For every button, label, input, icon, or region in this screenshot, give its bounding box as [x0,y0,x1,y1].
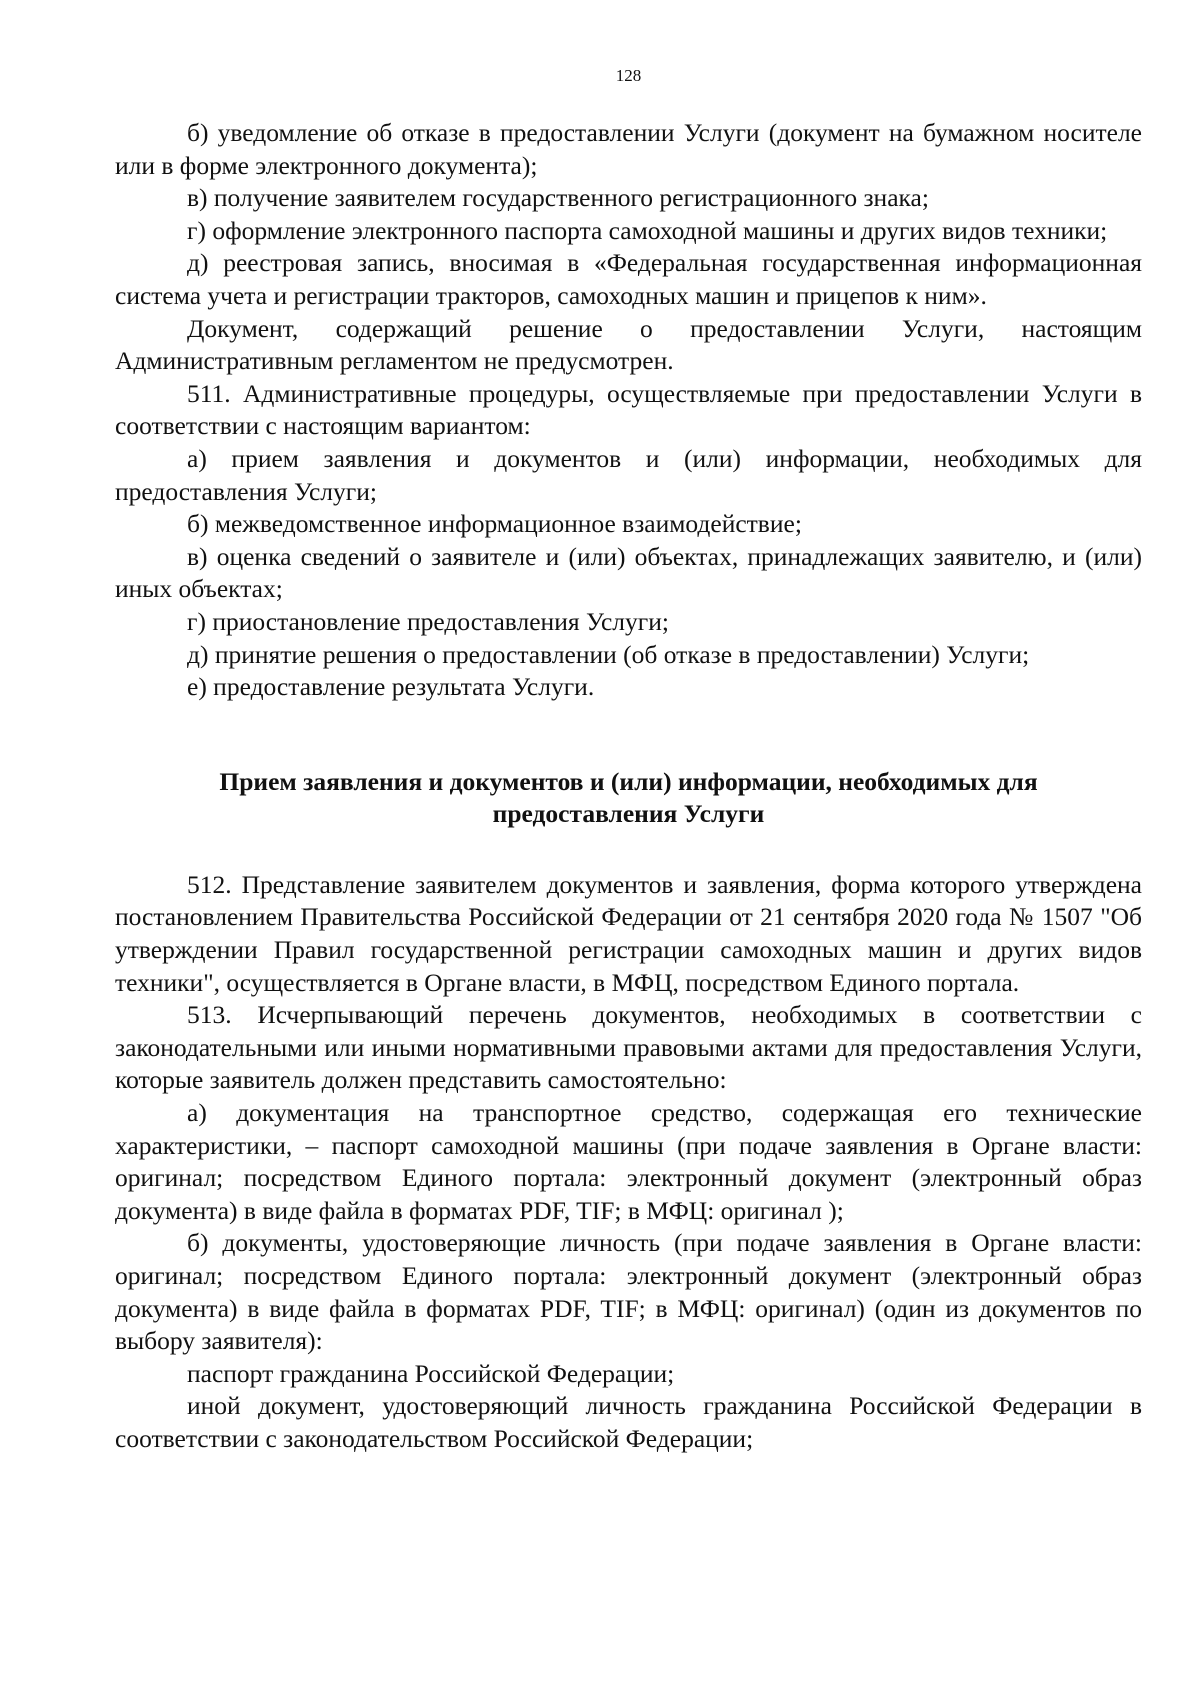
paragraph-item-a-reception: а) прием заявления и документов и (или) информации, необходимых для предоставления Услуги; [115,443,1142,506]
page-number: 128 [615,66,642,85]
section-heading-line-1: Прием заявления и документов и (или) информации, необходимых для [219,766,1038,796]
paragraph-511: 511. Административные процедуры, осуществляемые при предоставлении Услуги в соответствии с настоящим вариантом: [115,378,1142,441]
paragraph-item-b-interagency: б) межведомственное информационное взаимодействие; [187,509,802,539]
paragraph-512: 512. Представление заявителем документов и заявления, форма которого утверждена постановлением Правительства Российской Федерации от 21 сентября 2020 года № 1507 "Об утверждении Правил государственной регистрации самоходных машин и других видов техники", осуществляется в Органе власти, в МФЦ, посредством Единого портала. [115,869,1142,997]
paragraph-513: 513. Исчерпывающий перечень документов, необходимых в соответствии с законодательными или иными нормативными правовыми актами для предоставления Услуги, которые заявитель должен представить самостоятельно: [115,1000,1142,1095]
paragraph-item-d-registry: д) реестровая запись, вносимая в «Федеральная государственная информационная система учета и регистрации тракторов, самоходных машин и прицепов к ним». [115,248,1142,310]
paragraph-other-identity-document: иной документ, удостоверяющий личность гражданина Российской Федерации в соответствии с законодательством Российской Федерации; [115,1391,1142,1453]
paragraph-item-v-assessment: в) оценка сведений о заявителе и (или) объектах, принадлежащих заявителю, и (или) иных объектах; [115,541,1142,604]
section-heading [115,766,1142,831]
paragraph-item-v-plate: в) получение заявителем государственного регистрационного знака; [187,183,929,213]
paragraph-item-g-suspension: г) приостановление предоставления Услуги; [187,606,669,636]
paragraph-item-g-passport: г) оформление электронного паспорта самоходной машины и других видов техники; [187,215,1108,245]
paragraph-item-a-documentation: а) документация на транспортное средство, содержащая его технические характеристики, – паспорт самоходной машины (при подаче заявления в Органе власти: оригинал; посредством Единого портала: электронный документ (электронный образ документа) в виде файла в форматах PDF, TIF; в МФЦ: оригинал ); [115,1098,1142,1225]
paragraph-item-b-notice: б) уведомление об отказе в предоставлении Услуги (документ на бумажном носителе или в форме электронного документа); [115,118,1142,180]
paragraph-passport: паспорт гражданина Российской Федерации; [187,1358,675,1388]
paragraph-item-e-result: е) предоставление результата Услуги. [187,672,595,702]
paragraph-item-b-identity: б) документы, удостоверяющие личность (при подаче заявления в Органе власти: оригинал; посредством Единого портала: электронный документ (электронный образ документа) в виде файла в форматах PDF, TIF; в МФЦ: оригинал) (один из документов по выбору заявителя): [115,1228,1142,1356]
section-heading-line-2: предоставления Услуги [492,799,765,829]
section-before [115,117,1142,704]
paragraph-decision-document: Документ, содержащий решение о предоставлении Услуги, настоящим Административным регламентом не предусмотрен. [115,313,1142,376]
paragraph-item-d-decision: д) принятие решения о предоставлении (об отказе в предоставлении) Услуги; [187,639,1030,669]
section-after [115,869,1142,1456]
